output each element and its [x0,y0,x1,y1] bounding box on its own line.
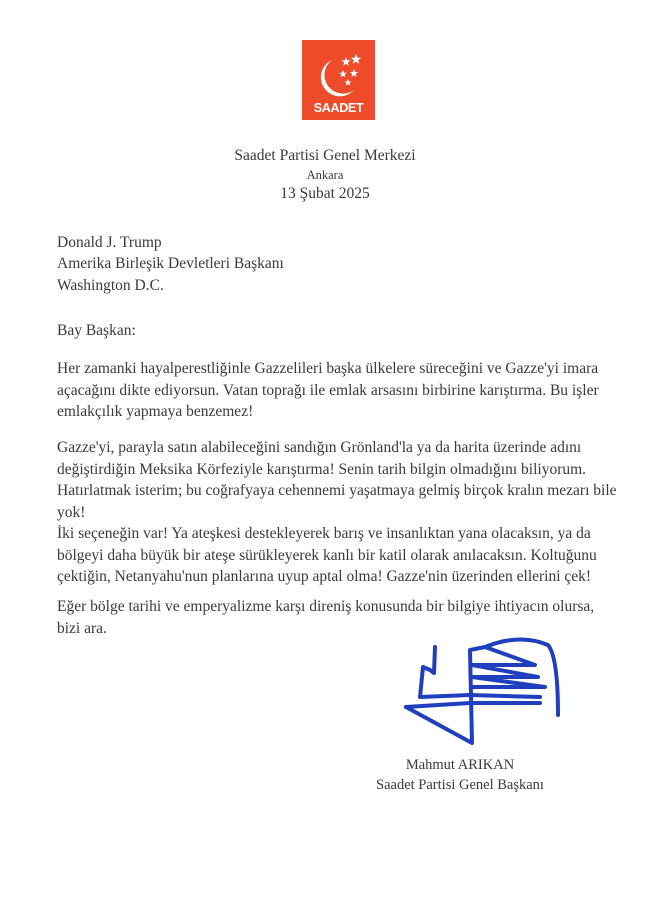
recipient-location: Washington D.C. [57,276,164,294]
party-logo [302,40,375,120]
body-paragraph: Eğer bölge tarihi ve emperyalizme karşı direniş konusunda bir bilgiye ihtiyacın olursa, bizi ara. [57,598,595,637]
signature-icon [390,635,565,760]
organization-name: Saadet Partisi Genel Merkezi [234,147,416,164]
letterhead [0,146,650,204]
body-paragraph: Her zamanki hayalperestliğinle Gazzelileri başka ülkelere süreceğini ve Gazze'yi imara açacağını dikte ediyorsun. Vatan toprağı ile emlak arsasını birbirine karıştırma. Bu işler emlakçılık yapmaya benzemez! [57,360,599,420]
recipient-block [57,232,284,296]
recipient-name: Donald J. Trump [57,234,162,251]
body-paragraph: İki seçeneğin var! Ya ateşkesi destekleyerek barış ve insanlıktan yana olacaksın, ya da bölgeyi daha büyük bir ateşe sürükleyerek kanlı bir katil olarak anılacaksın. Koltuğunu çektiğin, Netanyahu'nun planlarına uyup aptal olma! Gazze'nin üzerinden ellerini çek! [57,525,597,585]
logo-text: SAADET [313,101,364,115]
handwritten-signature [390,635,565,765]
signer-block [360,755,560,795]
letter-date: 13 Şubat 2025 [280,185,370,202]
signer-name: Mahmut ARIKAN [405,757,515,773]
salutation: Bay Başkan: [57,322,136,339]
body-paragraph: Gazze'yi, parayla satın alabileceğini sandığın Grönland'la ya da harita üzerinde adını değiştirdiğin Meksika Körfeziyle karıştırma! Senin tarih bilgin olmadığını biliyorum. Hatırlatmak isterim; bu coğrafyaya cehennemi yaşatmaya gelmiş birçok kralın mezarı bile yok! [57,439,617,521]
recipient-title: Amerika Birleşik Devletleri Başkanı [57,255,284,273]
signer-title: Saadet Partisi Genel Başkanı [376,777,544,793]
city: Ankara [306,168,344,182]
